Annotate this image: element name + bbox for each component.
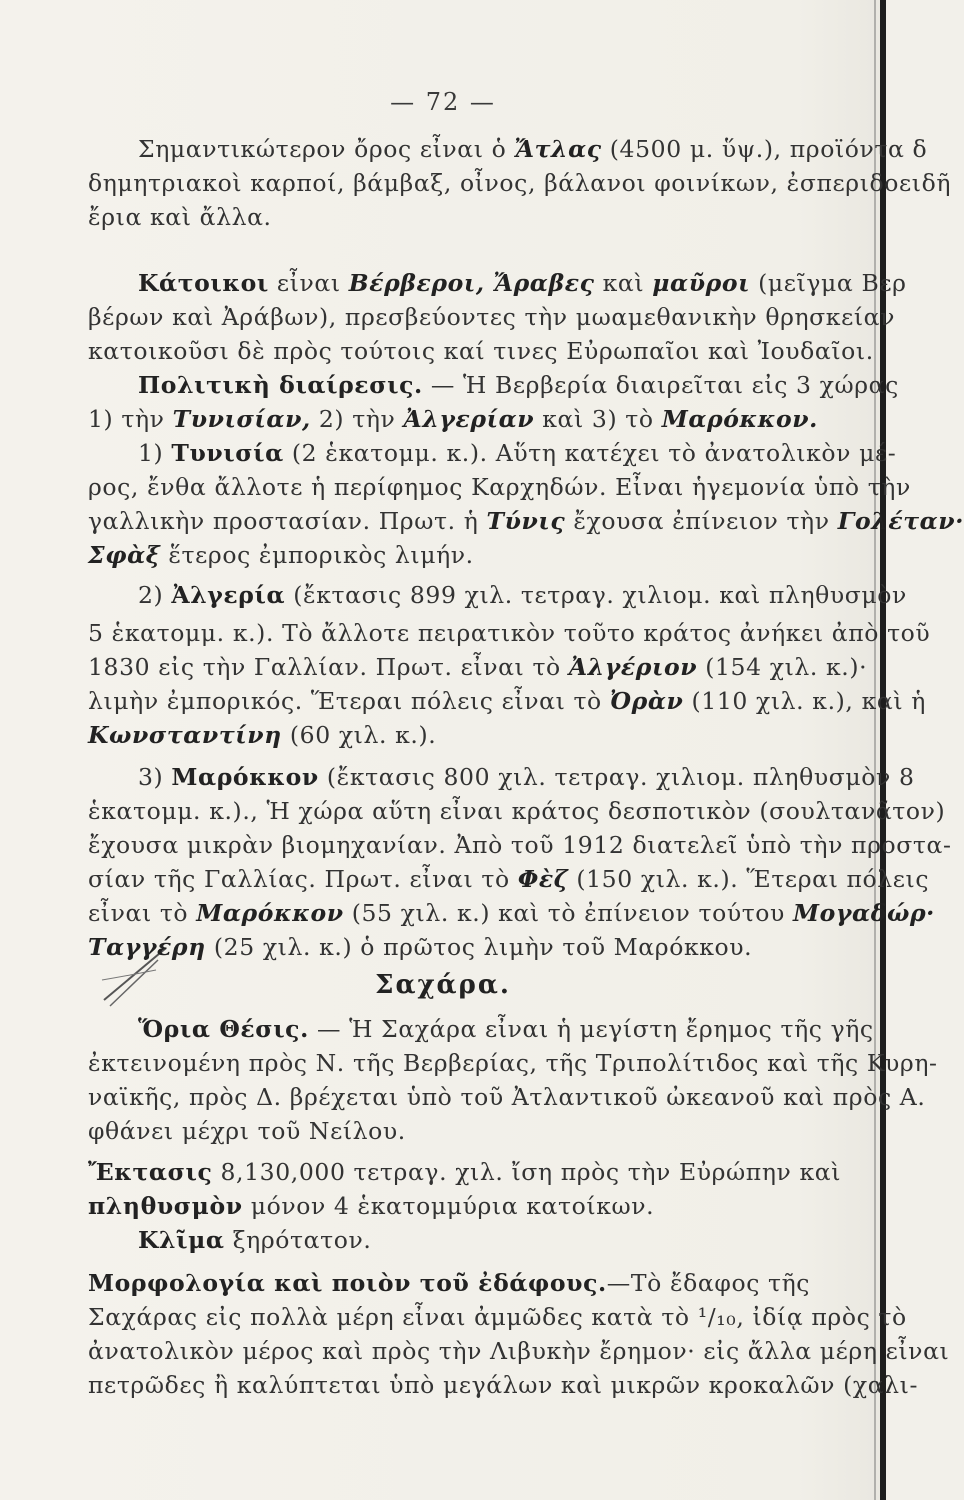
page-edge-shadow xyxy=(880,0,886,1500)
text-run: — Ἡ Σαχάρα εἶναι ἡ μεγίστη ἔρημος τῆς γῆς xyxy=(308,1015,874,1043)
text-line xyxy=(88,300,896,334)
text-run: ρος, ἔνθα ἄλλοτε ἡ περίφημος Καρχηδών. Εἶναι ἡγεμονία ὑπὸ τὴν xyxy=(88,473,911,501)
emphasis-text: Βέρβεροι, Ἄραβες xyxy=(348,269,595,297)
text-run: (55 χιλ. κ.) καὶ τὸ ἐπίνειον τούτου xyxy=(343,899,794,927)
text-line xyxy=(88,862,930,896)
text-run: λιμὴν ἐμπορικός. Ἕτεραι πόλεις εἶναι τὸ xyxy=(88,687,610,715)
emphasis-text: Τυνισία xyxy=(171,439,284,467)
emphasis-text: Κωνσταντίνη xyxy=(88,721,282,749)
text-run: καὶ 3) τὸ xyxy=(534,405,662,433)
text-run: (154 χιλ. κ.)· xyxy=(697,653,868,681)
text-run: 5 ἑκατομμ. κ.). Τὸ ἄλλοτε πειρατικὸν τοῦτο κράτος ἀνήκει ἀπὸ τοῦ xyxy=(88,619,931,647)
emphasis-text: Κλῖμα xyxy=(138,1226,225,1254)
text-run: ἕτερος ἐμπορικὸς λιμήν. xyxy=(160,541,474,569)
text-line xyxy=(88,760,915,794)
text-line xyxy=(88,1012,872,1046)
text-run: ξηρότατον. xyxy=(224,1226,372,1254)
text-line xyxy=(88,718,872,752)
text-run: κατοικοῦσι δὲ πρὸς τούτοις καί τινες Εὐρωπαῖοι καὶ Ἰουδαῖοι. xyxy=(88,337,874,365)
text-line xyxy=(88,616,931,650)
text-run: ἑκατομμ. κ.)., Ἡ χώρα αὕτη εἶναι κράτος δεσποτικὸν (σουλτανᾶτον) xyxy=(88,797,946,825)
text-run: —Τὸ ἔδαφος τῆς xyxy=(606,1269,811,1297)
text-line xyxy=(88,1046,938,1080)
text-run: (ἔκτασις 899 χιλ. τετραγ. χιλιομ. καὶ πληθυσμὸν xyxy=(285,581,907,609)
text-run: ἔρια καὶ ἄλλα. xyxy=(88,203,272,231)
text-line xyxy=(88,1334,950,1368)
emphasis-text: Μαρόκκον xyxy=(171,763,319,791)
text-run: (25 χιλ. κ.) ὁ πρῶτος λιμὴν τοῦ Μαρόκκου. xyxy=(205,933,753,961)
text-line xyxy=(88,368,899,402)
text-run: Σαχάρας εἰς πολλὰ μέρη εἶναι ἀμμῶδες κατὰ τὸ ¹/₁₀, ἰδίᾳ πρὸς τὸ xyxy=(88,1303,907,1331)
text-run: καὶ xyxy=(594,269,653,297)
emphasis-text: Μογαδώρ· xyxy=(793,899,935,927)
text-line xyxy=(88,402,872,436)
emphasis-text: Τύνις xyxy=(486,507,566,535)
text-run: σίαν τῆς Γαλλίας. Πρωτ. εἶναι τὸ xyxy=(88,865,518,893)
text-run: πετρῶδες ἢ καλύπτεται ὑπὸ μεγάλων καὶ μικρῶν κροκαλῶν (χαλι- xyxy=(88,1371,919,1399)
text-run: φθάνει μέχρι τοῦ Νείλου. xyxy=(88,1117,406,1145)
text-line xyxy=(88,1368,919,1402)
emphasis-text: Τυνισίαν, xyxy=(172,405,311,433)
emphasis-text: Μορφολογία καὶ ποιὸν τοῦ ἐδάφους. xyxy=(88,1269,607,1297)
emphasis-text: Μαρόκκον. xyxy=(661,405,818,433)
text-line xyxy=(88,132,928,166)
emphasis-text: Ἀλγέριον xyxy=(568,653,698,681)
page-number: — 72 — xyxy=(390,88,496,116)
text-line xyxy=(88,650,872,684)
section-heading: Σαχάρα. xyxy=(375,970,511,1000)
text-line xyxy=(88,334,872,368)
text-run: Σημαντικώτερον ὄρος εἶναι ὁ xyxy=(138,135,515,163)
text-line xyxy=(88,1189,872,1223)
text-line xyxy=(88,828,952,862)
text-run: βέρων καὶ Ἀράβων), πρεσβεύοντες τὴν μωαμεθανικὴν θρησκείαν xyxy=(88,303,896,331)
text-run: 1) xyxy=(138,439,172,467)
text-run: (150 χιλ. κ.). Ἕτεραι πόλεις xyxy=(568,865,930,893)
text-line xyxy=(88,200,872,234)
text-run: εἶναι xyxy=(268,269,349,297)
emphasis-text: Ταγγέρη xyxy=(88,933,206,961)
emphasis-text: Πολιτικὴ διαίρεσις. xyxy=(138,371,423,399)
text-run: 2) τὴν xyxy=(310,405,404,433)
emphasis-text: Ὀρὰν xyxy=(609,687,684,715)
text-run: (4500 μ. ὕψ.), προϊόντα δ xyxy=(601,135,928,163)
emphasis-text: Ἀλγερίαν xyxy=(403,405,535,433)
text-run: 8,130,000 τετραγ. χιλ. ἴση πρὸς τὴν Εὐρώπην καὶ xyxy=(212,1158,842,1186)
text-run: μόνον 4 ἑκατομμύρια κατοίκων. xyxy=(242,1192,655,1220)
text-run: γαλλικὴν προστασίαν. Πρωτ. ἡ xyxy=(88,507,487,535)
text-run: ἀνατολικὸν μέρος καὶ πρὸς τὴν Λιβυκὴν ἔρημον· εἰς ἄλλα μέρη εἶναι xyxy=(88,1337,950,1365)
text-run: (110 χιλ. κ.), καὶ ἡ xyxy=(683,687,926,715)
text-run: (2 ἑκατομμ. κ.). Αὕτη κατέχει τὸ ἀνατολικὸν μέ- xyxy=(283,439,897,467)
text-line xyxy=(88,470,911,504)
emphasis-text: Ἀλγερία xyxy=(171,581,286,609)
text-line xyxy=(88,1300,907,1334)
text-line xyxy=(88,1114,872,1148)
text-run: (60 χιλ. κ.). xyxy=(281,721,437,749)
emphasis-text: Γολέταν· xyxy=(837,507,964,535)
text-run: — Ἡ Βερβερία διαιρεῖται εἰς 3 χώρας xyxy=(422,371,899,399)
text-run: 1830 εἰς τὴν Γαλλίαν. Πρωτ. εἶναι τὸ xyxy=(88,653,569,681)
text-line xyxy=(88,436,897,470)
emphasis-text: Ἄτλας xyxy=(514,135,602,163)
emphasis-text: Κάτοικοι xyxy=(138,269,269,297)
emphasis-text: Μαρόκκον xyxy=(196,899,344,927)
text-run: (μεῖγμα Βερ xyxy=(750,269,907,297)
text-line xyxy=(88,1155,872,1189)
emphasis-text: Σφὰξ xyxy=(88,541,161,569)
text-run: 3) xyxy=(138,763,172,791)
text-line xyxy=(88,896,935,930)
text-line xyxy=(88,578,907,612)
text-line xyxy=(88,504,964,538)
text-run: (ἔκτασις 800 χιλ. τετραγ. χιλιομ. πληθυσμὸν 8 xyxy=(318,763,915,791)
text-run: εἶναι τὸ xyxy=(88,899,197,927)
text-line xyxy=(88,166,952,200)
emphasis-text: Φὲζ xyxy=(517,865,569,893)
text-run: ἔχουσα ἐπίνειον τὴν xyxy=(565,507,838,535)
text-line xyxy=(88,930,872,964)
text-line xyxy=(88,266,907,300)
text-line xyxy=(88,1223,872,1257)
text-line xyxy=(88,1080,926,1114)
emphasis-text: Ὅρια Θέσις. xyxy=(138,1015,309,1043)
text-run: ναϊκῆς, πρὸς Δ. βρέχεται ὑπὸ τοῦ Ἀτλαντικοῦ ὠκεανοῦ καὶ πρὸς Α. xyxy=(88,1083,926,1111)
text-line xyxy=(88,1266,872,1300)
text-line xyxy=(88,794,946,828)
text-line xyxy=(88,684,926,718)
text-run: ἔχουσα μικρὰν βιομηχανίαν. Ἀπὸ τοῦ 1912 διατελεῖ ὑπὸ τὴν προστα- xyxy=(88,831,952,859)
text-run: 2) xyxy=(138,581,172,609)
text-run: δημητριακοὶ καρποί, βάμβαξ, οἶνος, βάλανοι φοινίκων, ἐσπεριδοειδῆ xyxy=(88,169,952,197)
emphasis-text: πληθυσμὸν xyxy=(88,1192,243,1220)
text-line xyxy=(88,538,872,572)
text-run: ἐκτεινομένη πρὸς Ν. τῆς Βερβερίας, τῆς Τριπολίτιδος καὶ τῆς Κυρη- xyxy=(88,1049,938,1077)
emphasis-text: μαῦροι xyxy=(652,269,751,297)
page-edge-line xyxy=(874,0,876,1500)
text-run: 1) τὴν xyxy=(88,405,173,433)
emphasis-text: Ἔκτασις xyxy=(88,1158,213,1186)
